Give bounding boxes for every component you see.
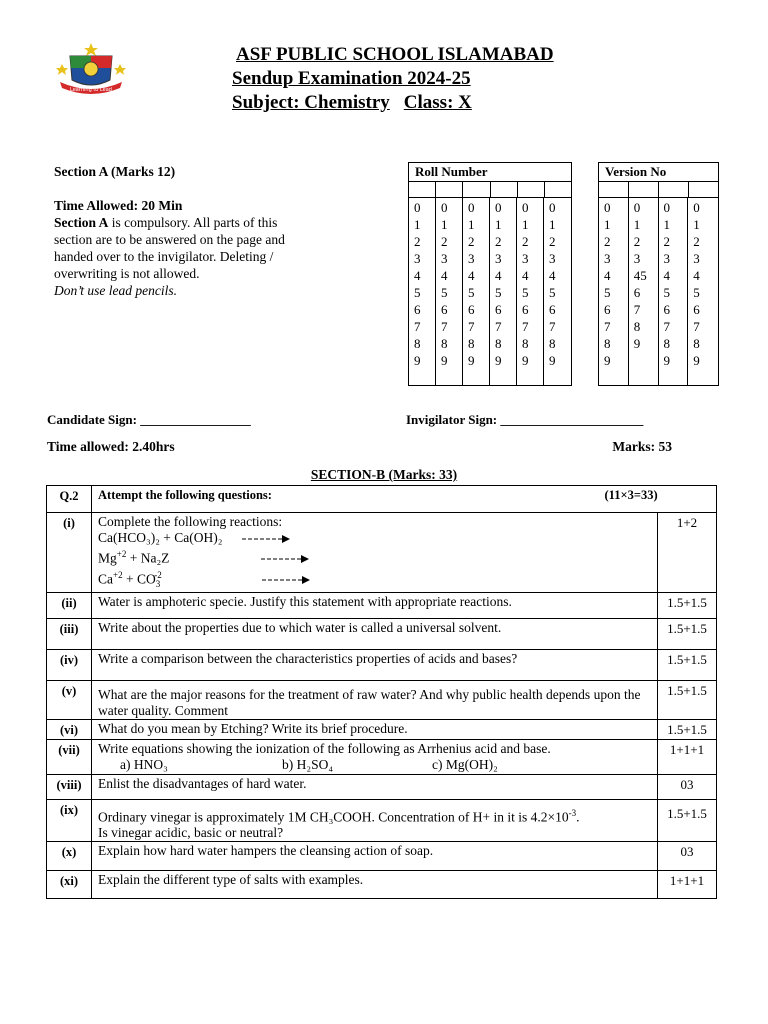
roll-digit[interactable]: 3 [441, 251, 448, 266]
school-logo [54, 42, 128, 94]
question-header-row [47, 486, 717, 513]
question-marks: 03 [658, 774, 717, 799]
version-digit[interactable]: 8 [663, 336, 670, 351]
roll-digit[interactable]: 0 [495, 200, 502, 215]
roll-digit[interactable]: 6 [522, 302, 529, 317]
q-instruction: Attempt the following questions: [98, 488, 272, 502]
school-name: ASF PUBLIC SCHOOL ISLAMABAD [236, 44, 554, 65]
question-text: What are the major reasons for the treatment of raw water? And why public health depends upon the water quality. Comment [92, 680, 658, 719]
version-digit[interactable]: 6 [693, 302, 700, 317]
reaction-2-mg: Mg [98, 550, 117, 566]
version-digit[interactable]: 9 [604, 353, 611, 368]
subject-label: Subject: Chemistry [232, 92, 390, 113]
roll-digit[interactable]: 8 [522, 336, 529, 351]
roll-digit-column[interactable] [544, 198, 571, 385]
roll-digit[interactable]: 2 [441, 234, 448, 249]
q9-text: Ordinary vinegar is approximately 1M CH₃COOH. Concentration of H+ in it is 4.2×10 [98, 809, 569, 825]
reaction-3-charge: +2 [113, 569, 123, 580]
version-entry-box[interactable] [629, 182, 659, 197]
version-entry-box[interactable] [599, 182, 629, 197]
reactions-intro: Complete the following reactions: [98, 514, 283, 529]
q-number: Q.2 [47, 486, 92, 513]
roll-digit[interactable]: 0 [414, 200, 421, 215]
question-9-line1 [98, 805, 651, 826]
version-entry-row[interactable] [599, 182, 718, 198]
roll-digit[interactable]: 2 [522, 234, 529, 249]
question-row [47, 680, 717, 719]
question-number: (i) [47, 513, 92, 593]
reaction-3 [98, 567, 651, 592]
reaction-3-ca: Ca [98, 571, 113, 586]
version-digit[interactable]: 5 [663, 285, 670, 300]
roll-digit[interactable]: 2 [549, 234, 556, 249]
roll-entry-box[interactable] [436, 182, 463, 197]
version-digit[interactable]: 1 [604, 217, 611, 232]
roll-digit[interactable]: 8 [495, 336, 502, 351]
version-digit[interactable]: 7 [633, 302, 641, 317]
roll-digit[interactable]: 9 [468, 353, 475, 368]
section-b-title: SECTION-B (Marks: 33) [310, 467, 458, 482]
roll-digit[interactable]: 9 [522, 353, 529, 368]
version-entry-box[interactable] [689, 182, 718, 197]
roll-digit[interactable]: 1 [414, 217, 421, 232]
version-digit[interactable]: 7 [663, 319, 670, 334]
roll-digit[interactable]: 5 [495, 285, 502, 300]
roll-digit[interactable]: 8 [414, 336, 421, 351]
roll-digit[interactable]: 1 [522, 217, 529, 232]
version-title: Version No [599, 163, 718, 182]
version-digit[interactable]: 5 [604, 285, 611, 300]
question-marks: 1.5+1.5 [658, 799, 717, 842]
version-entry-box[interactable] [659, 182, 689, 197]
question-text: Explain how hard water hampers the cleansing action of soap. [92, 842, 658, 871]
roll-digit[interactable]: 0 [468, 200, 475, 215]
version-digit[interactable]: 2 [663, 234, 670, 249]
q-instruction-cell [92, 486, 717, 513]
roll-digit[interactable]: 1 [549, 217, 556, 232]
question-text: Write a comparison between the characteristics properties of acids and bases? [92, 649, 658, 680]
invigilator-sign: Invigilator Sign: ______________________ [406, 412, 644, 427]
lead-pencil-note: Don’t use lead pencils. [54, 283, 177, 298]
question-row [47, 842, 717, 871]
question-7-options [98, 757, 651, 773]
version-digit[interactable]: 4 [604, 268, 611, 283]
version-digit-column[interactable] [659, 198, 689, 385]
question-text [92, 799, 658, 842]
option-c: c) Mg(OH)₂ [432, 756, 498, 772]
roll-digit[interactable]: 7 [441, 319, 448, 334]
roll-digit[interactable]: 3 [522, 251, 529, 266]
roll-digit[interactable]: 4 [468, 268, 475, 283]
roll-entry-box[interactable] [463, 182, 490, 197]
roll-digit[interactable]: 5 [522, 285, 529, 300]
roll-digit[interactable]: 5 [549, 285, 556, 300]
version-digit[interactable]: 3 [604, 251, 611, 266]
version-digit[interactable]: 45 [633, 268, 647, 283]
version-digit[interactable]: 1 [663, 217, 670, 232]
version-digit[interactable]: 0 [633, 200, 641, 215]
option-a: a) HNO₃ [120, 756, 168, 772]
time-allowed-a: Time Allowed: 20 Min [54, 198, 183, 213]
question-row [47, 592, 717, 618]
question-text: What do you mean by Etching? Write its brief procedure. [92, 719, 658, 739]
roll-entry-row[interactable] [409, 182, 571, 198]
reaction-1 [98, 530, 651, 546]
version-digit[interactable]: 9 [663, 353, 670, 368]
question-number: (vii) [47, 739, 92, 774]
version-digit[interactable]: 0 [663, 200, 670, 215]
question-marks: 1.5+1.5 [658, 680, 717, 719]
roll-digit[interactable]: 4 [441, 268, 448, 283]
roll-digit[interactable]: 2 [468, 234, 475, 249]
question-marks: 1.5+1.5 [658, 618, 717, 649]
roll-digit[interactable]: 9 [495, 353, 502, 368]
version-digit[interactable]: 6 [604, 302, 611, 317]
section-a-info [54, 163, 304, 299]
section-a-title: Section A (Marks 12) [54, 164, 176, 179]
roll-digit[interactable]: 9 [441, 353, 448, 368]
question-marks: 03 [658, 842, 717, 871]
arrow-icon [242, 535, 290, 543]
roll-digit[interactable]: 8 [468, 336, 475, 351]
question-row [47, 871, 717, 899]
roll-digit[interactable]: 6 [495, 302, 502, 317]
version-digit[interactable]: 6 [663, 302, 670, 317]
question-number: (v) [47, 680, 92, 719]
version-digit[interactable]: 9 [633, 336, 641, 351]
question-number: (ii) [47, 592, 92, 618]
version-digit[interactable]: 7 [693, 319, 700, 334]
roll-digit[interactable]: 2 [495, 234, 502, 249]
version-digit[interactable]: 1 [693, 217, 700, 232]
question-text: Write about the properties due to which water is called a universal solvent. [92, 618, 658, 649]
version-digit[interactable]: 3 [663, 251, 670, 266]
version-digit[interactable]: 0 [693, 200, 700, 215]
q9-exponent: -3 [568, 807, 577, 818]
roll-digit-column[interactable] [490, 198, 517, 385]
question-marks: 1+1+1 [658, 871, 717, 899]
roll-digit-column[interactable] [463, 198, 490, 385]
total-marks: Marks: 53 [612, 439, 672, 454]
question-row [47, 649, 717, 680]
roll-digit[interactable]: 8 [441, 336, 448, 351]
roll-digit[interactable]: 8 [549, 336, 556, 351]
subject-class [232, 92, 472, 114]
question-marks: 1+1+1 [658, 739, 717, 774]
roll-digit[interactable]: 1 [441, 217, 448, 232]
roll-digit-column[interactable] [517, 198, 544, 385]
version-digit[interactable]: 7 [604, 319, 611, 334]
reaction-3-charge2: -2 [154, 569, 162, 580]
question-number: (iv) [47, 649, 92, 680]
question-text [92, 513, 658, 593]
roll-digit[interactable]: 5 [468, 285, 475, 300]
question-number: (ix) [47, 799, 92, 842]
question-number: (x) [47, 842, 92, 871]
question-row [47, 618, 717, 649]
roll-digit[interactable]: 6 [414, 302, 421, 317]
version-digit[interactable]: 5 [693, 285, 700, 300]
question-text [92, 739, 658, 774]
question-marks: 1+2 [658, 513, 717, 593]
roll-digit[interactable]: 9 [549, 353, 556, 368]
roll-digit-column[interactable] [436, 198, 463, 385]
version-digit[interactable]: 4 [693, 268, 700, 283]
roll-digit[interactable]: 4 [495, 268, 502, 283]
question-number: (iii) [47, 618, 92, 649]
question-marks: 1.5+1.5 [658, 719, 717, 739]
exam-title: Sendup Examination 2024-25 [232, 68, 471, 89]
version-digit-column[interactable] [688, 198, 718, 385]
roll-digit[interactable]: 0 [549, 200, 556, 215]
version-digit[interactable]: 2 [633, 234, 641, 249]
version-digit[interactable]: 2 [693, 234, 700, 249]
version-digit[interactable]: 9 [693, 353, 700, 368]
time-allowed: Time allowed: 2.40hrs [47, 439, 175, 454]
roll-digit[interactable]: 0 [441, 200, 448, 215]
arrow-icon [261, 555, 309, 563]
q-marks: (11×3=33) [604, 488, 658, 502]
roll-digit-column[interactable] [409, 198, 436, 385]
question-text: Water is amphoteric specie. Justify this statement with appropriate reactions. [92, 592, 658, 618]
roll-digit[interactable]: 2 [414, 234, 421, 249]
question-text: Enlist the disadvantages of hard water. [92, 774, 658, 799]
q9-period: . [576, 809, 580, 825]
questions-table [46, 485, 717, 899]
roll-digit[interactable]: 7 [522, 319, 529, 334]
roll-digit[interactable]: 3 [549, 251, 556, 266]
roll-entry-box[interactable] [409, 182, 436, 197]
version-digit[interactable]: 3 [633, 251, 641, 266]
question-marks: 1.5+1.5 [658, 592, 717, 618]
roll-digit[interactable]: 4 [522, 268, 529, 283]
version-digit[interactable]: 2 [604, 234, 611, 249]
question-row [47, 513, 717, 593]
section-a-instructions [54, 214, 304, 282]
roll-number-grid[interactable] [408, 162, 572, 386]
question-7-stem: Write equations showing the ionization of the following as Arrhenius acid and base. [98, 740, 551, 756]
reaction-3-sub: 3 [155, 578, 161, 589]
roll-entry-box[interactable] [491, 182, 518, 197]
version-digit[interactable]: 8 [604, 336, 611, 351]
version-digit[interactable]: 1 [633, 217, 641, 232]
instr-bold: Section A [54, 215, 109, 230]
roll-digit[interactable]: 1 [495, 217, 502, 232]
reaction-1-text: Ca(HCO₃)₂ + Ca(OH)₂ [98, 530, 223, 545]
version-digit-column[interactable] [599, 198, 629, 385]
roll-digit[interactable]: 4 [414, 268, 421, 283]
roll-digit[interactable]: 7 [414, 319, 421, 334]
roll-digit[interactable]: 9 [414, 353, 421, 368]
version-digit[interactable]: 3 [693, 251, 700, 266]
question-9-line2: Is vinegar acidic, basic or neutral? [98, 825, 284, 841]
option-b: b) H₂SO₄ [282, 756, 334, 772]
roll-digit[interactable]: 5 [441, 285, 448, 300]
version-digit[interactable]: 6 [633, 285, 641, 300]
reaction-2 [98, 546, 651, 567]
roll-digit[interactable]: 1 [468, 217, 475, 232]
question-marks: 1.5+1.5 [658, 649, 717, 680]
roll-digit[interactable]: 4 [549, 268, 556, 283]
version-digit-columns[interactable] [599, 198, 718, 385]
version-digit[interactable]: 8 [693, 336, 700, 351]
class-label: Class: X [403, 92, 472, 113]
question-text: Explain the different type of salts with examples. [92, 871, 658, 899]
roll-entry-box[interactable] [518, 182, 545, 197]
reaction-3-co: + CO [122, 571, 156, 586]
roll-digit[interactable]: 0 [522, 200, 529, 215]
roll-digit[interactable]: 3 [468, 251, 475, 266]
reaction-2-charge: +2 [116, 549, 127, 559]
roll-digit[interactable]: 7 [468, 319, 475, 334]
version-digit[interactable]: 8 [633, 319, 641, 334]
roll-digit[interactable]: 3 [495, 251, 502, 266]
roll-entry-box[interactable] [545, 182, 571, 197]
reaction-2-rest: + Na₂Z [126, 550, 170, 566]
question-row [47, 774, 717, 799]
instr-rest: is compulsory. All parts of this section are to be answered on the page and handed over to the invigilator. Deleting / overwriting is not allowed. [54, 215, 285, 281]
version-digit-column[interactable] [629, 198, 659, 385]
logo-motto: Learning to Lead [70, 87, 112, 93]
roll-digit[interactable]: 6 [441, 302, 448, 317]
roll-digit[interactable]: 3 [414, 251, 421, 266]
roll-digit[interactable]: 5 [414, 285, 421, 300]
roll-digit[interactable]: 7 [495, 319, 502, 334]
question-row [47, 719, 717, 739]
question-row [47, 799, 717, 842]
candidate-sign: Candidate Sign: _________________ [47, 412, 251, 427]
roll-digit[interactable]: 6 [549, 302, 556, 317]
question-number: (viii) [47, 774, 92, 799]
version-digit[interactable]: 0 [604, 200, 611, 215]
question-number: (xi) [47, 871, 92, 899]
roll-digit[interactable]: 6 [468, 302, 475, 317]
version-digit[interactable]: 4 [663, 268, 670, 283]
question-row [47, 739, 717, 774]
arrow-icon [262, 576, 310, 584]
question-number: (vi) [47, 719, 92, 739]
roll-digit[interactable]: 7 [549, 319, 556, 334]
roll-digit-columns[interactable] [409, 198, 571, 385]
roll-number-title: Roll Number [409, 163, 571, 182]
version-number-grid[interactable] [598, 162, 719, 386]
